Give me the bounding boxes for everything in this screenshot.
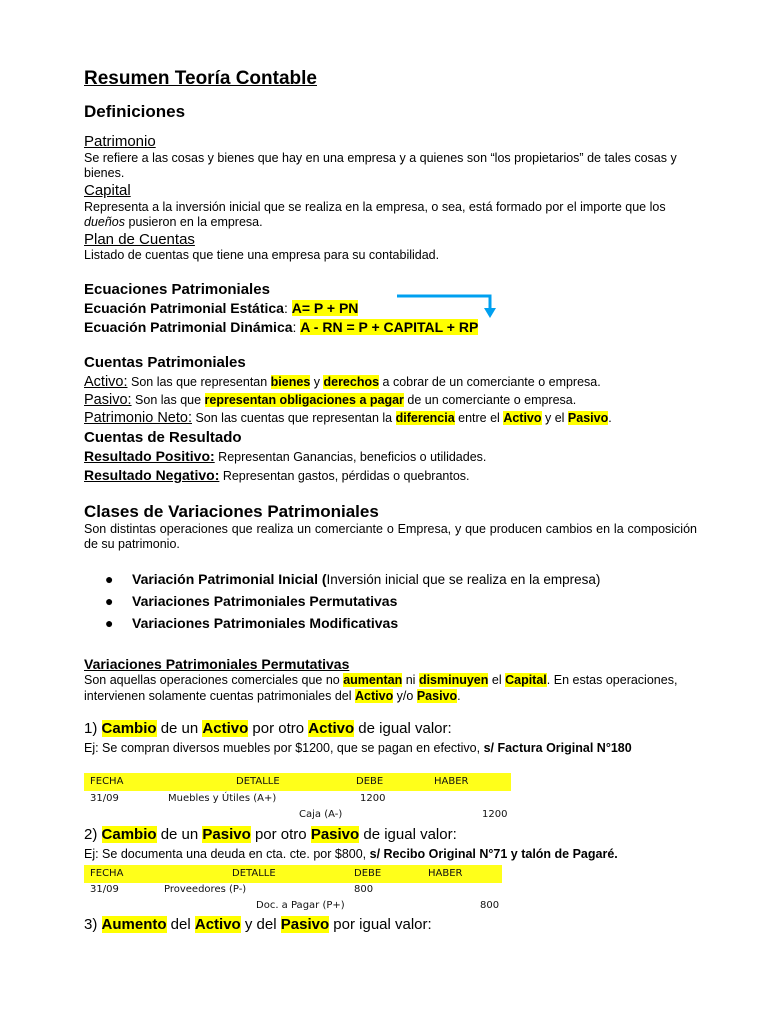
definiciones-heading: Definiciones (84, 102, 186, 121)
capital-def-line2: dueños pusieron en la empresa. (84, 215, 263, 229)
table-cell-fecha: 31/09 (90, 793, 119, 804)
table-header-fecha: FECHA (90, 868, 124, 879)
plan-def: Listado de cuentas que tiene una empresa para su contabilidad. (84, 248, 440, 262)
duenos-italic: dueños (84, 215, 126, 229)
activo-line: Activo: Son las que representan bienes y derechos a cobrar de un comerciante o empresa. (84, 374, 601, 390)
table-cell-debe: 800 (354, 884, 374, 895)
resultado-positivo-line: Resultado Positivo: Representan Ganancias, beneficios o utilidades. (84, 448, 487, 464)
table-cell-fecha: 31/09 (90, 884, 119, 895)
case3-heading: 3) Aumento del Activo y del Pasivo por igual valor: (84, 916, 432, 933)
table-cell-debe: 1200 (360, 793, 386, 804)
table-cell-detalle: Proveedores (P-) (164, 884, 247, 895)
bullet-item: ● Variación Patrimonial Inicial (Inversión inicial que se realiza en la empresa) (105, 571, 601, 587)
cuentas-patrimoniales-heading: Cuentas Patrimoniales (84, 354, 246, 371)
patrimonio-neto-line: Patrimonio Neto: Son las cuentas que representan la diferencia entre el Activo y el Pasivo. (84, 410, 612, 426)
table-cell-detalle: Muebles y Útiles (A+) (168, 793, 277, 804)
ecuacion-dinamica-formula: A - RN = P + CAPITAL + RP (300, 319, 479, 335)
case1-example: Ej: Se compran diversos muebles por $1200, que se pagan en efectivo, s/ Factura Original N°180 (84, 741, 632, 755)
case2-heading: 2) Cambio de un Pasivo por otro Pasivo de igual valor: (84, 826, 457, 843)
patrimonio-neto-term: Patrimonio Neto: (84, 410, 192, 426)
journal-table (84, 865, 514, 915)
ecuacion-estatica-formula: A= P + PN (291, 300, 359, 316)
table-cell-haber: 800 (480, 900, 500, 911)
table-header-debe: DEBE (354, 868, 382, 879)
activo-term: Activo: (84, 374, 128, 390)
patrimonio-term: Patrimonio (84, 133, 156, 150)
plan-term: Plan de Cuentas (84, 231, 195, 248)
table-cell-detalle: Caja (A-) (299, 809, 343, 820)
clases-heading: Clases de Variaciones Patrimoniales (84, 502, 379, 521)
page-title: Resumen Teoría Contable (84, 68, 317, 89)
table-header-detalle: DETALLE (232, 868, 276, 879)
table-header-fecha: FECHA (90, 776, 124, 787)
table-cell-haber: 1200 (482, 809, 508, 820)
ecuacion-estatica: Ecuación Patrimonial Estática: A= P + PN (84, 300, 359, 316)
pasivo-line: Pasivo: Son las que representan obligaciones a pagar de un comerciante o empresa. (84, 392, 577, 408)
ecuaciones-heading: Ecuaciones Patrimoniales (84, 281, 270, 298)
capital-def-line1: Representa a la inversión inicial que se realiza en la empresa, o sea, está formado por el importe que los (84, 200, 666, 214)
permutativas-line2: intervienen solamente cuentas patrimoniales del Activo y/o Pasivo. (84, 689, 461, 703)
table-header-detalle: DETALLE (236, 776, 280, 787)
case2-example: Ej: Se documenta una deuda en cta. cte. por $800, s/ Recibo Original N°71 y talón de Pagaré. (84, 847, 618, 861)
table-cell-detalle: Doc. a Pagar (P+) (256, 900, 345, 911)
table-header-haber: HABER (434, 776, 469, 787)
table-header-haber: HABER (428, 868, 463, 879)
journal-table (84, 773, 514, 823)
bullet-item: ● Variaciones Patrimoniales Modificativas (105, 615, 399, 631)
ecuacion-dinamica: Ecuación Patrimonial Dinámica: A - RN = P + CAPITAL + RP (84, 319, 479, 335)
capital-term: Capital (84, 182, 131, 199)
permutativas-heading: Variaciones Patrimoniales Permutativas (84, 656, 350, 672)
resultado-negativo-line: Resultado Negativo: Representan gastos, pérdidas o quebrantos. (84, 467, 470, 483)
bullet-item: ● Variaciones Patrimoniales Permutativas (105, 593, 398, 609)
clases-intro: Son distintas operaciones que realiza un comerciante o Empresa, y que producen cambios en la composición de su patrimonio. (84, 522, 697, 551)
patrimonio-def-line1: Se refiere a las cosas y bienes que hay en una empresa y a quienes son “los propietarios” de tales cosas y (84, 151, 677, 165)
arrow-connector-icon (395, 290, 500, 320)
table-header-debe: DEBE (356, 776, 384, 787)
cuentas-resultado-heading: Cuentas de Resultado (84, 429, 242, 446)
permutativas-line1: Son aquellas operaciones comerciales que no aumentan ni disminuyen el Capital. En estas operaciones, (84, 673, 678, 687)
case1-heading: 1) Cambio de un Activo por otro Activo de igual valor: (84, 720, 452, 737)
pasivo-term: Pasivo: (84, 392, 132, 408)
patrimonio-def-line2: bienes. (84, 166, 125, 180)
